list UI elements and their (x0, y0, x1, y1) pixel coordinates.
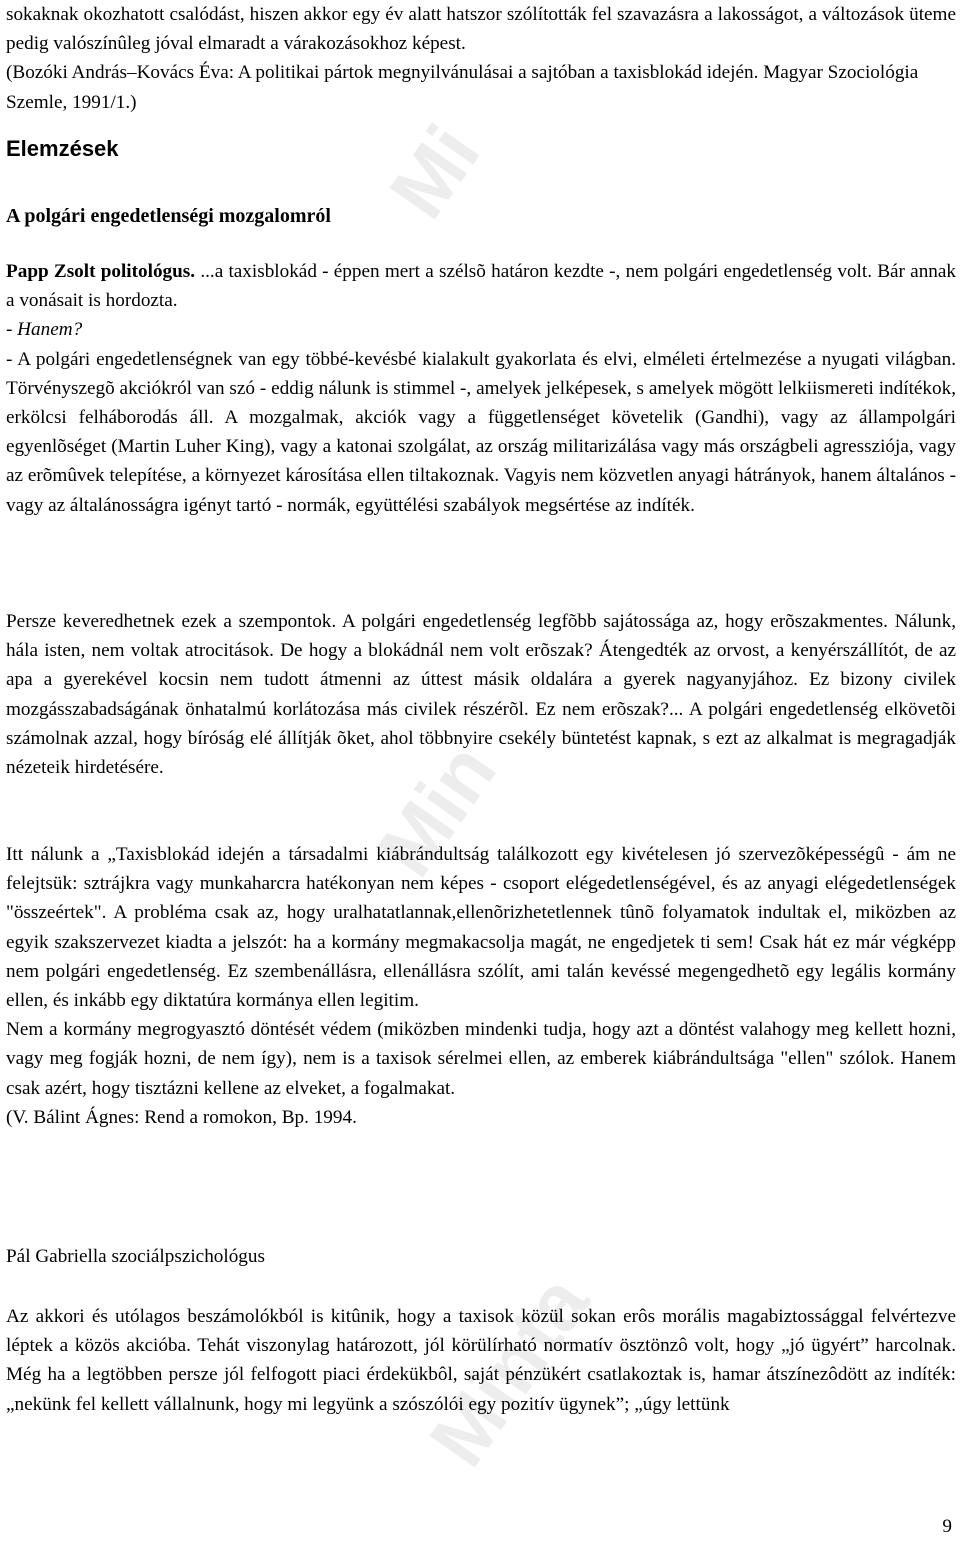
pal-paragraph: Az akkori és utólagos beszámolókból is kitûnik, hogy a taxisok közül sokan erôs morális magabiztossággal felvértezve léptek a közös akcióba. Tehát viszonylag határozott, jól körülírható normatív ösztönzô volt, hogy „jó ügyért” harcolnak. Még ha a legtöbben persze jól felfogott piaci érdekükbôl, saját pénzükért csatlakoztak is, hamar átszínezôdött az indíték: „nekünk fel kellett vállalnunk, hogy mi legyünk a szószólói egy pozitív ügynek”; „úgy lettünk (6, 1306, 956, 1415)
papp-answer-1: ...a taxisblokád - éppen mert a szélsõ határon kezdte -, nem polgári engedetlenség volt. Bár annak a vonásait is hordozta. (6, 261, 956, 312)
intro-paragraph: sokaknak okozhatott csalódást, hiszen akkor egy év alatt hatszor szólították fel szavazásra a lakosságot, a változások üteme pedig valószínûleg jóval elmaradt a várakozásokhoz képest. (6, 4, 956, 55)
section-heading: Elemzések (6, 136, 119, 161)
citation-paragraph: (Bozóki András–Kovács Éva: A politikai pártok megnyilvánulásai a sajtóban a taxisblokád idején. Magyar Szociológia Szemle, 1991/1.) (6, 62, 919, 113)
papp-answer-2: - A polgári engedetlenségnek van egy többé-kevésbé kialakult gyakorlata és elvi, elméleti értelmezése a nyugati világban. Törvényszegõ akciókról van szó - eddig nálunk is stimmel -, amelyek jelképesek, s amelyek mögött lelkiismereti indítékok, erkölcsi felháborodás áll. A mozgalmak, akciók vagy a függetlenséget követelik (Gandhi), vagy az állampolgári egyenlõséget (Martin Luher King), vagy a katonai szolgálat, az ország militarizálása vagy más országbeli agressziója, vagy az erõmûvek telepítése, a környezet károsítása ellen tiltakoznak. Vagyis nem közvetlen anyagi hátrányok, hanem általános - vagy az általánosságra igényt tartó - normák, együttélési szabályok megsértése az indíték. (6, 348, 956, 516)
papp-opening-paragraph (6, 257, 956, 315)
document-page (6, 0, 956, 1537)
papp-paragraph-4: Nem a kormány megrogyasztó döntését védem (miközben mindenki tudja, hogy azt a döntést valahogy meg kellett hozni, vagy meg fogják hozni, de nem így), nem is a taxisok sérelmei ellen, az emberek kiábrándultsága "ellen" szólok. Hanem csak azért, hogy tisztázni kellene az elveket, a fogalmakat. (6, 1019, 956, 1099)
papp-paragraph-2-block (6, 607, 956, 782)
watermark-graphic: Min (360, 727, 513, 892)
papp-interview-block (6, 257, 956, 520)
papp-paragraph-3: Itt nálunk a „Taxisblokád idején a társadalmi kiábrándultság találkozott egy kivételesen jó szervezõképességû - ám ne felejtsük: sztrájkra vagy munkaharcra hatékonyan nem képes - csoport elégedetlenségével, és az anyagi elégedetlenségek "összeértek". A probléma csak az, hogy uralhatatlannak,ellenõrizhetetlennek tûnõ folyamatok indultak el, miközben az egyik szakszervezet kiadta a jelszót: ha a kormány megmakacsolja magát, ne engedjetek ti sem! Csak hát ez már végképp nem polgári engedetlenség. Ez szembenállásra, ellenállásra szólít, ami talán kevéssé megengedhetõ egy legális kormány ellen, és inkább egy diktatúra kormánya ellen legitim. (6, 844, 956, 1012)
speaker-name-papp: Papp Zsolt politológus. (6, 261, 196, 282)
watermark-graphic: Minta (412, 1259, 606, 1482)
pal-paragraph-block (6, 1302, 956, 1419)
page-number: 9 (942, 1516, 952, 1537)
interviewer-question: - Hanem? (6, 319, 83, 341)
source-citation: (V. Bálint Ágnes: Rend a romokon, Bp. 1994. (6, 1106, 357, 1128)
papp-paragraph-2: Persze keveredhetnek ezek a szempontok. A polgári engedetlenség legfõbb sajátossága az, hogy erõszakmentes. Nálunk, hála isten, nem voltak atrocitások. De hogy a blokádnál nem volt erõszak? Átengedték az orvost, a kenyérszállítót, de az apa a gyerekével kocsin nem tudott átmenni az úttest másik oldalára a gyerek nagyanyjához. Ez bizony civilek mozgásszabadságának önhatalmú korlátozása más civilek részérõl. Ez nem erõszak?... A polgári engedetlenség elkövetõi számolnak azzal, hogy bíróság elé állítják õket, ahol többnyire csekély büntetést kapnak, s ezt az alkalmat is megragadják nézeteik hirdetésére. (6, 611, 956, 779)
article-title: A polgári engedetlenségi mozgalomról (6, 205, 331, 227)
intro-block (6, 0, 956, 117)
speaker-name-pal: Pál Gabriella szociálpszichológus (6, 1246, 265, 1267)
watermark-graphic: Mi (372, 109, 497, 234)
papp-paragraph-3-block (6, 840, 956, 1132)
